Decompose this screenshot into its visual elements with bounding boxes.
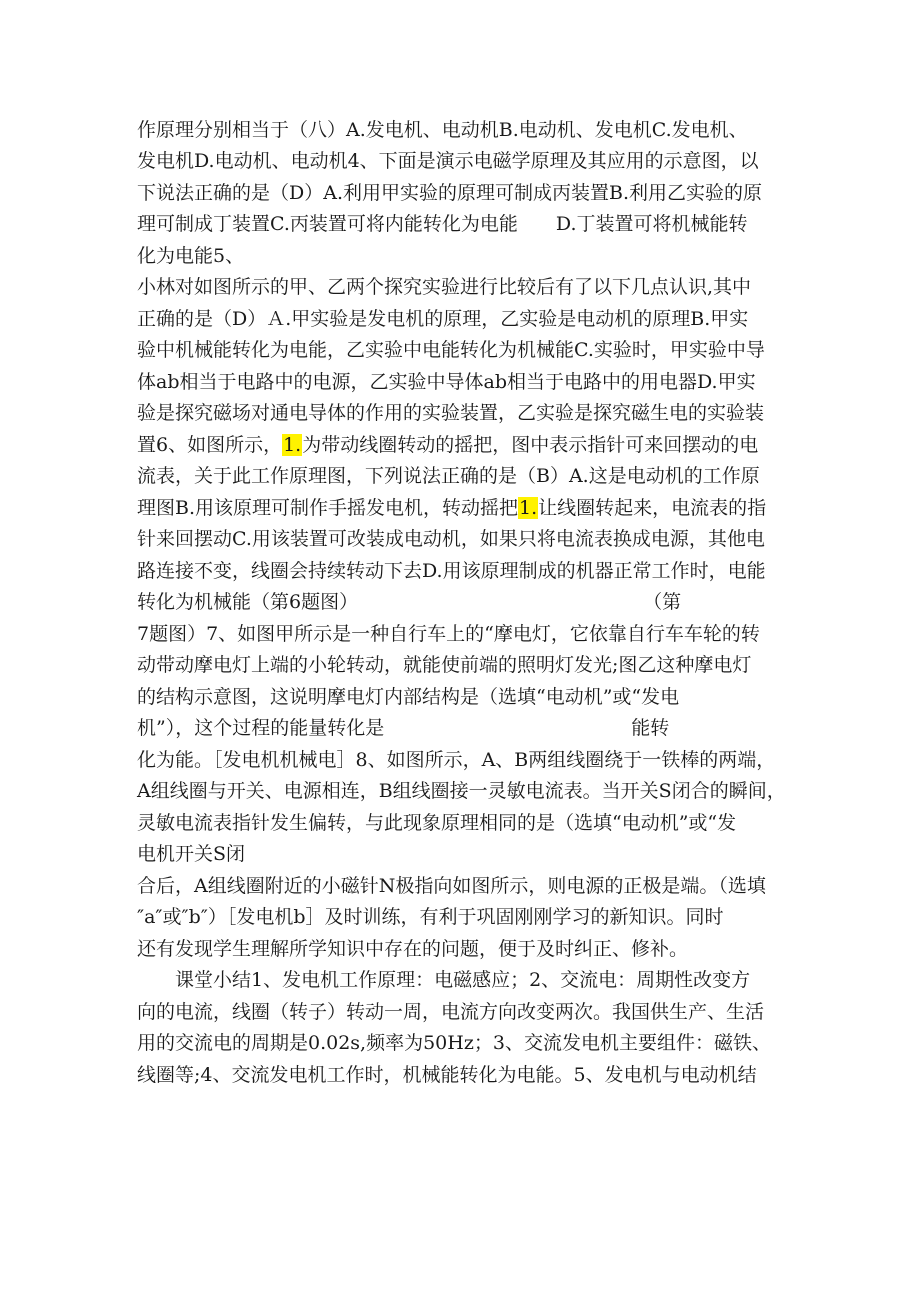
text-line: 下说法正确的是（D）A.利用甲实验的原理可制成丙装置B.利用乙实验的原 (137, 182, 762, 204)
text-line: 验中机械能转化为电能，乙实验中电能转化为机械能C.实验时，甲实验中导 (137, 339, 765, 361)
text-line: 化为能。［发电机机械电］8、如图所示，A、B两组线圈绕于一铁棒的两端， (137, 749, 776, 771)
text-line: 的结构示意图，这说明摩电灯内部结构是（选填“电动机”或“发电 (137, 686, 680, 708)
text-line: 7题图）7、如图甲所示是一种自行车上的“摩电灯，它依靠自行车车轮的转 (137, 623, 760, 645)
text-line: 流表，关于此工作原理图，下列说法正确的是（B）A.这是电动机的工作原 (137, 465, 760, 487)
text-line: 理可制成丁装置C.丙装置可将内能转化为电能 D.丁装置可将机械能转 (137, 213, 748, 235)
text-line: 化为电能5、 (137, 245, 245, 267)
text-line: 电机开关S闭 (137, 843, 246, 865)
text-line: 小林对如图所示的甲、乙两个探究实验进行比较后有了以下几点认识,其中 (137, 276, 752, 298)
text-line: 动带动摩电灯上端的小轮转动，就能使前端的照明灯发光;图乙这种摩电灯 (137, 654, 752, 676)
text-line: 验是探究磁场对通电导体的作用的实验装置，乙实验是探究磁生电的实验装 (137, 402, 765, 424)
text-line: 体ab相当于电路中的电源，乙实验中导体ab相当于电路中的用电器D.甲实 (137, 371, 756, 393)
text-line: 发电机D.电动机、电动机4、下面是演示电磁学原理及其应用的示意图，以 (137, 150, 759, 172)
text-line: 转化为机械能（第6题图） （第 (137, 591, 682, 613)
text-line: 用的交流电的周期是0.02s,频率为50Hz；3、交流发电机主要组件：磁铁、 (137, 1032, 771, 1054)
text-segment: 理图B.用该原理可制作手摇发电机，转动摇把 (137, 497, 519, 519)
text-line: 针来回摆动C.用该装置可改装成电动机，如果只将电流表换成电源，其他电 (137, 528, 765, 550)
text-segment: 为带动线圈转动的摇把，图中表示指针可来回摆动的电 (302, 434, 759, 456)
text-line: A组线圈与开关、电源相连，B组线圈接一灵敏电流表。当开关S闭合的瞬间， (137, 780, 786, 802)
text-line: 课堂小结1、发电机工作原理：电磁感应；2、交流电：周期性改变方 (137, 969, 751, 991)
text-line: ″a″或″b″）［发电机b］及时训练，有利于巩固刚刚学习的新知识。同时 (137, 906, 724, 928)
text-line: 向的电流，线圈（转子）转动一周，电流方向改变两次。我国供生产、生活 (137, 1001, 765, 1023)
text-line: 路连接不变，线圈会持续转动下去D.用该原理制成的机器正常工作时，电能 (137, 560, 766, 582)
text-line: 正确的是（D）Ａ.甲实验是发电机的原理，乙实验是电动机的原理B.甲实 (137, 308, 749, 330)
text-line (137, 492, 766, 524)
text-line: 线圈等;4、交流发电机工作时，机械能转化为电能。5、发电机与电动机结 (137, 1064, 757, 1086)
text-line: 还有发现学生理解所学知识中存在的问题，便于及时纠正、修补。 (137, 938, 689, 960)
highlighted-label: 1. (519, 497, 538, 519)
text-segment: 置6、如图所示， (137, 434, 283, 456)
text-line: 灵敏电流表指针发生偏转，与此现象原理相同的是（选填“电动机”或“发 (137, 812, 737, 834)
text-segment: 让线圈转起来，电流表的指 (538, 497, 767, 519)
text-line: 作原理分别相当于（八）A.发电机、电动机B.电动机、发电机C.发电机、 (137, 119, 748, 141)
highlighted-label: 1. (283, 434, 302, 456)
text-line: 机”），这个过程的能量转化是 能转 (137, 717, 670, 739)
text-line: 合后，A组线圈附近的小磁针N极指向如图所示，则电源的正极是端。（选填 (137, 875, 766, 897)
text-line (137, 429, 758, 461)
